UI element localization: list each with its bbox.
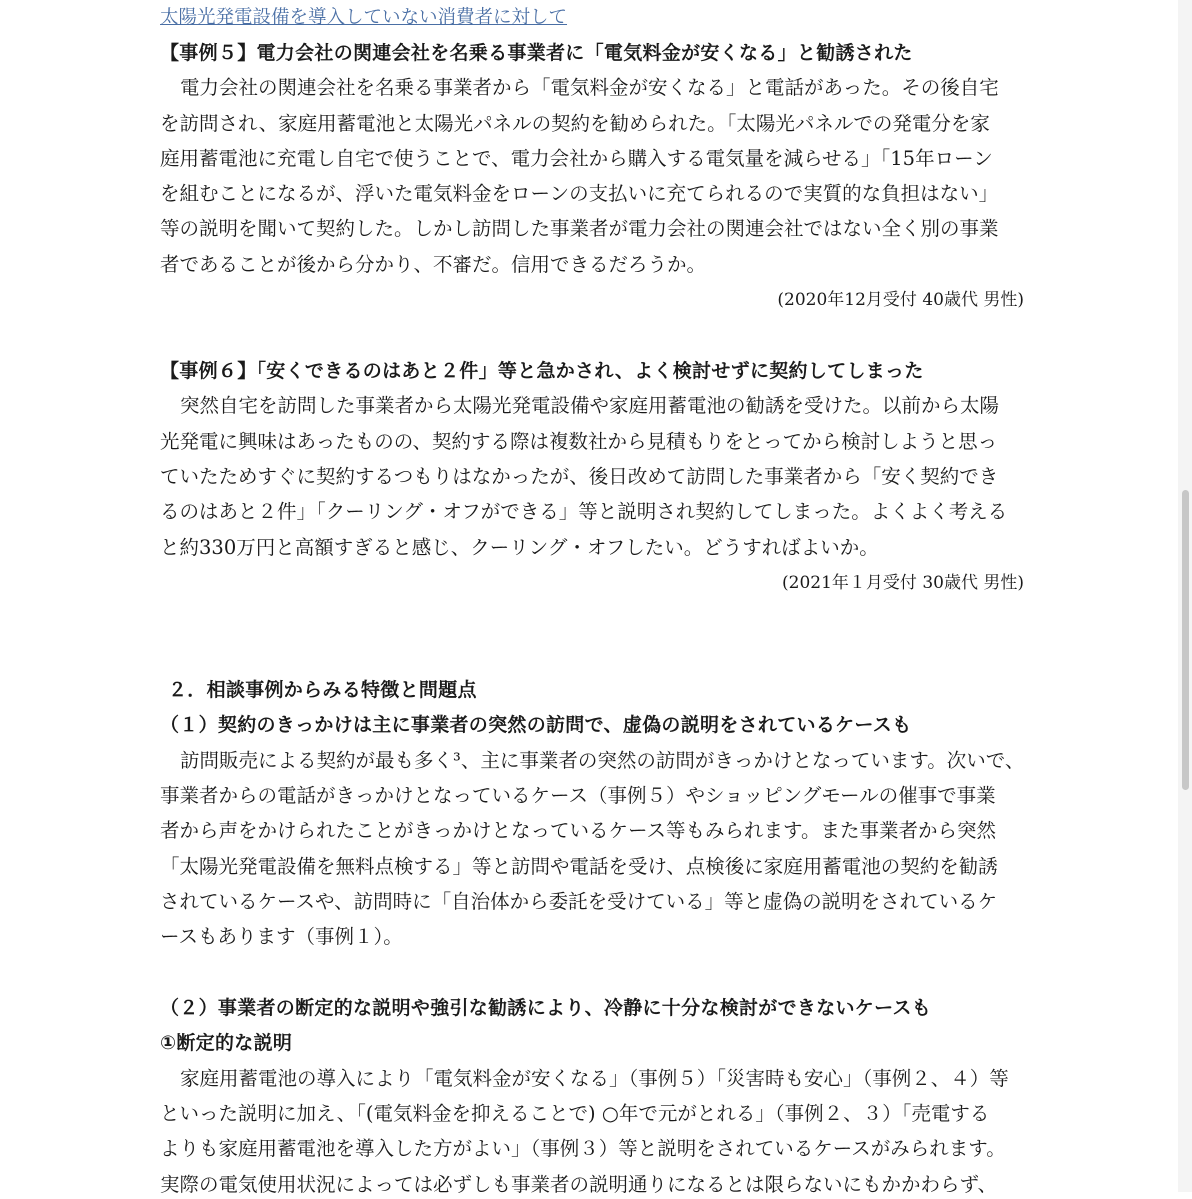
sub2-subheading: ①断定的な説明 — [160, 1032, 293, 1054]
case6-line: と約330万円と高額すぎると感じ、クーリング・オフしたい。どうすればよいか。 — [160, 536, 879, 559]
section2-heading: ２．相談事例からみる特徴と問題点 — [168, 679, 477, 701]
scrollbar-thumb[interactable] — [1182, 490, 1189, 790]
case5-line: 庭用蓄電池に充電し自宅で使うことで、電力会社から購入する電気量を減らせる」「15年ローン — [160, 147, 993, 170]
case6-note: (2021年１月受付 30歳代 男性) — [782, 573, 1024, 593]
sub1-line: 訪問販売による契約が最も多く³、主に事業者の突然の訪問がきっかけとなっています。次いで、 — [180, 749, 1025, 772]
case5-line: 電力会社の関連会社を名乗る事業者から「電気料金が安くなる」と電話があった。その後自宅 — [180, 76, 999, 99]
case5-line: 者であることが後から分かり、不審だ。信用できるだろうか。 — [160, 253, 707, 276]
case5-line: を組むことになるが、浮いた電気料金をローンの支払いに充てられるので実質的な負担はない」 — [160, 182, 999, 205]
sub1-line: されているケースや、訪問時に「自治体から委託を受けている」等と虚偽の説明をされているケ — [160, 890, 998, 913]
sub2-heading: （２）事業者の断定的な説明や強引な勧誘により、冷静に十分な検討ができないケースも — [160, 997, 932, 1019]
case6-line: ていたためすぐに契約するつもりはなかったが、後日改めて訪問した事業者から「安く契約でき — [160, 465, 999, 488]
scrollbar-track[interactable] — [1178, 0, 1192, 1192]
sub2-line: 家庭用蓄電池の導入により「電気料金が安くなる」（事例５）「災害時も安心」（事例２、４）等 — [180, 1067, 1009, 1090]
case5-line: 等の説明を聞いて契約した。しかし訪問した事業者が電力会社の関連会社ではない全く別の事業 — [160, 217, 999, 240]
case6-line: るのはあと２件」「クーリング・オフができる」等と説明され契約してしまった。よくよく考える — [160, 500, 1008, 523]
sub2-line: といった説明に加え、「(電気料金を抑えることで) ○年で元がとれる」（事例２、３）「売電する — [160, 1102, 990, 1125]
sub1-line: 事業者からの電話がきっかけとなっているケース（事例５）やショッピングモールの催事で事業 — [160, 784, 996, 807]
case6-line: 光発電に興味はあったものの、契約する際は複数社から見積もりをとってから検討しようと思っ — [160, 430, 998, 453]
sub1-line: ースもあります（事例１）。 — [160, 925, 403, 948]
sub2-line: よりも家庭用蓄電池を導入した方がよい」（事例３）等と説明をされているケースがみられます。 — [160, 1137, 1006, 1160]
sub1-line: 者から声をかけられたことがきっかけとなっているケース等もみられます。また事業者から突然 — [160, 819, 996, 842]
sub1-line: 「太陽光発電設備を無料点検する」等と訪問や電話を受け、点検後に家庭用蓄電池の契約を勧誘 — [160, 855, 998, 878]
sub1-heading: （１）契約のきっかけは主に事業者の突然の訪問で、虚偽の説明をされているケースも — [160, 714, 912, 736]
section-link[interactable]: 太陽光発電設備を導入していない消費者に対して — [160, 7, 568, 28]
case6-line: 突然自宅を訪問した事業者から太陽光発電設備や家庭用蓄電池の勧誘を受けた。以前から太陽 — [180, 394, 1000, 417]
sub2-line: 実際の電気使用状況によっては必ずしも事業者の説明通りになるとは限らないにもかかわらず、 — [160, 1173, 997, 1196]
case5-heading: 【事例５】電力会社の関連会社を名乗る事業者に「電気料金が安くなる」と勧誘された — [160, 42, 913, 64]
case5-note: (2020年12月受付 40歳代 男性) — [777, 290, 1024, 310]
case5-line: を訪問され、家庭用蓄電池と太陽光パネルの契約を勧められた。「太陽光パネルでの発電分を家 — [160, 112, 990, 135]
case6-heading: 【事例６】「安くできるのはあと２件」等と急かされ、よく検討せずに契約してしまった — [160, 360, 924, 382]
